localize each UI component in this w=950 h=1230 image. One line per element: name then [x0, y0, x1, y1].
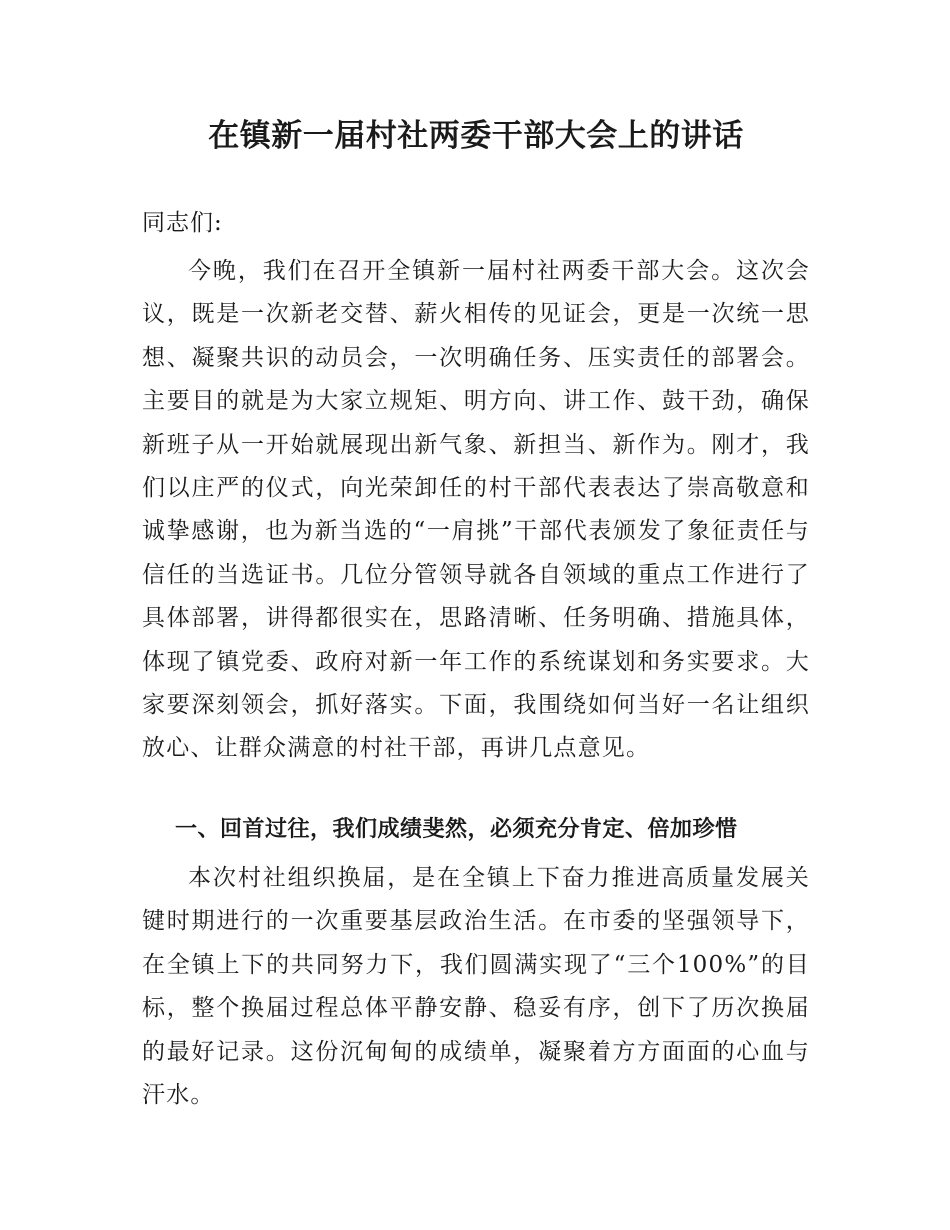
salutation: 同志们: [142, 210, 223, 236]
body-paragraph: 今晚，我们在召开全镇新一届村社两委干部大会。这次会议，既是一次新老交替、薪火相传的见证会，更是一次统一思想、凝聚共识的动员会，一次明确任务、压实责任的部署会。主要目的就是为大家立规矩、明方向、讲工作、鼓干劲，确保新班子从一开始就展现出新气象、新担当、新作为。刚才，我们以庄严的仪式，向光荣卸任的村干部代表表达了崇高敬意和诚挚感谢，也为新当选的“一肩挑”干部代表颁发了象征责任与信任的当选证书。几位分管领导就各自领域的重点工作进行了具体部署，讲得都很实在，思路清晰、任务明确、措施具体，体现了镇党委、政府对新一年工作的系统谋划和务实要求。大家要深刻领会，抓好落实。下面，我围绕如何当好一名让组织放心、让群众满意的村社干部，再讲几点意见。 [142, 258, 810, 762]
document-title: 在镇新一届村社两委干部大会上的讲话 [208, 118, 744, 154]
section-heading: 一、回首过往，我们成绩斐然，必须充分肯定、倍加珍惜 [175, 817, 738, 842]
section-paragraph: 本次村社组织换届，是在全镇上下奋力推进高质量发展关键时期进行的一次重要基层政治生活。在市委的坚强领导下，在全镇上下的共同努力下，我们圆满实现了“三个100%”的目标，整个换届过程总体平静安静、稳妥有序，创下了历次换届的最好记录。这份沉甸甸的成绩单，凝聚着方方面面的心血与汗水。 [142, 865, 810, 1109]
